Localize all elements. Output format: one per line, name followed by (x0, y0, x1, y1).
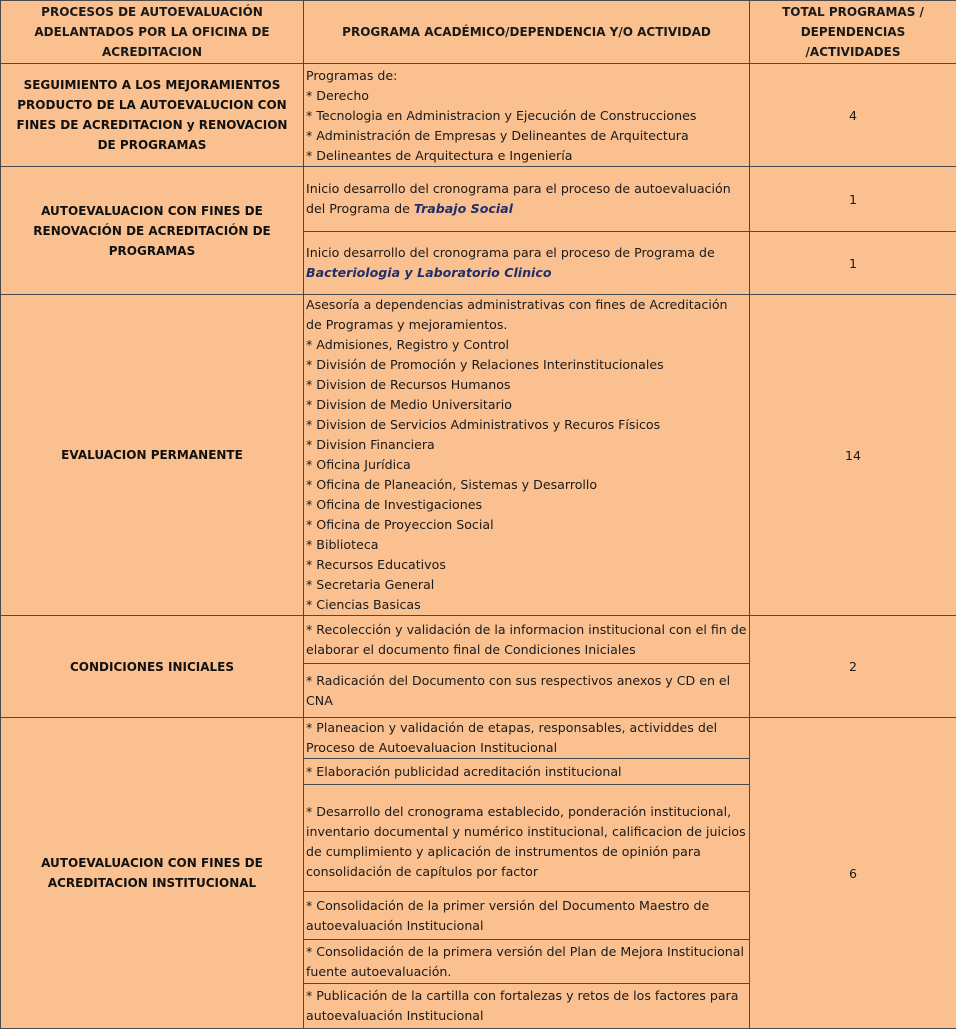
list-item: * Administración de Empresas y Delineantes de Arquitectura (306, 126, 747, 146)
list-item: * División de Promoción y Relaciones Interinstitucionales (306, 355, 747, 375)
list-item: * Oficina de Planeación, Sistemas y Desarrollo (306, 475, 747, 495)
program-bacteriologia (304, 232, 750, 295)
list-item: * Division de Medio Universitario (306, 395, 747, 415)
header-total: TOTAL PROGRAMAS / DEPENDENCIAS /ACTIVIDADES (750, 1, 956, 64)
list-item: * Division de Recursos Humanos (306, 375, 747, 395)
program-condiciones-1: * Recolección y validación de la informacion institucional con el fin de elaborar el documento final de Condiciones Iniciales (304, 616, 750, 664)
list-item: * Derecho (306, 86, 747, 106)
program-institucional-5: * Consolidación de la primera versión del Plan de Mejora Institucional fuente autoevaluación. (304, 940, 750, 984)
table-row (1, 64, 956, 167)
list-item: * Admisiones, Registro y Control (306, 335, 747, 355)
list-item: * Division de Servicios Administrativos y Recuros Físicos (306, 415, 747, 435)
process-condiciones: CONDICIONES INICIALES (1, 616, 304, 718)
process-permanente: EVALUACION PERMANENTE (1, 295, 304, 616)
total-seguimiento: 4 (750, 64, 956, 167)
activity-text: Inicio desarrollo del cronograma para el proceso de Programa de (306, 245, 715, 260)
program-intro: Programas de: (306, 66, 747, 86)
program-institucional-6: * Publicación de la cartilla con fortalezas y retos de los factores para autoevaluación Institucional (304, 984, 750, 1029)
program-institucional-3: * Desarrollo del cronograma establecido, ponderación institucional, inventario documental y numérico institucional, calificacion de juicios de cumplimiento y aplicación de instrumentos de opinión para consolidación de capítulos por factor (304, 785, 750, 892)
list-item: * Division Financiera (306, 435, 747, 455)
program-name: Trabajo Social (414, 201, 513, 216)
list-item: * Biblioteca (306, 535, 747, 555)
program-intro: Asesoría a dependencias administrativas con fines de Acreditación de Programas y mejoramientos. (306, 295, 747, 335)
total-bacteriologia: 1 (750, 232, 956, 295)
program-permanente (304, 295, 750, 616)
list-item: * Secretaria General (306, 575, 747, 595)
total-institucional: 6 (750, 718, 956, 1029)
program-name: Bacteriologia y Laboratorio Clinico (306, 265, 552, 280)
program-condiciones-2: * Radicación del Documento con sus respectivos anexos y CD en el CNA (304, 664, 750, 718)
list-item: * Tecnologia en Administracion y Ejecución de Construcciones (306, 106, 747, 126)
table-row (1, 167, 956, 232)
table-row (1, 718, 956, 759)
list-item: * Delineantes de Arquitectura e Ingeniería (306, 146, 747, 166)
program-trabajo-social (304, 167, 750, 232)
list-item: * Oficina de Proyeccion Social (306, 515, 747, 535)
program-institucional-2: * Elaboración publicidad acreditación institucional (304, 759, 750, 785)
list-item: * Recursos Educativos (306, 555, 747, 575)
total-trabajo-social: 1 (750, 167, 956, 232)
list-item: * Ciencias Basicas (306, 595, 747, 615)
table-row (1, 295, 956, 616)
header-row (1, 1, 956, 64)
process-institucional: AUTOEVALUACION CON FINES DE ACREDITACION INSTITUCIONAL (1, 718, 304, 1029)
header-program: PROGRAMA ACADÉMICO/DEPENDENCIA Y/O ACTIVIDAD (304, 1, 750, 64)
list-item: * Oficina de Investigaciones (306, 495, 747, 515)
total-condiciones: 2 (750, 616, 956, 718)
list-item: * Oficina Jurídica (306, 455, 747, 475)
program-institucional-4: * Consolidación de la primer versión del Documento Maestro de autoevaluación Institucional (304, 892, 750, 940)
program-seguimiento (304, 64, 750, 167)
activity-text: Inicio desarrollo del cronograma para el proceso de autoevaluación del Programa de (306, 181, 731, 216)
table-row (1, 616, 956, 664)
process-renovacion: AUTOEVALUACION CON FINES DE RENOVACIÓN DE ACREDITACIÓN DE PROGRAMAS (1, 167, 304, 295)
total-permanente: 14 (750, 295, 956, 616)
header-process: PROCESOS DE AUTOEVALUACIÓN ADELANTADOS POR LA OFICINA DE ACREDITACION (1, 1, 304, 64)
program-institucional-1: * Planeacion y validación de etapas, responsables, actividdes del Proceso de Autoevaluacion Institucional (304, 718, 750, 759)
process-seguimiento: SEGUIMIENTO A LOS MEJORAMIENTOS PRODUCTO DE LA AUTOEVALUCION CON FINES DE ACREDITACION y RENOVACION DE PROGRAMAS (1, 64, 304, 167)
